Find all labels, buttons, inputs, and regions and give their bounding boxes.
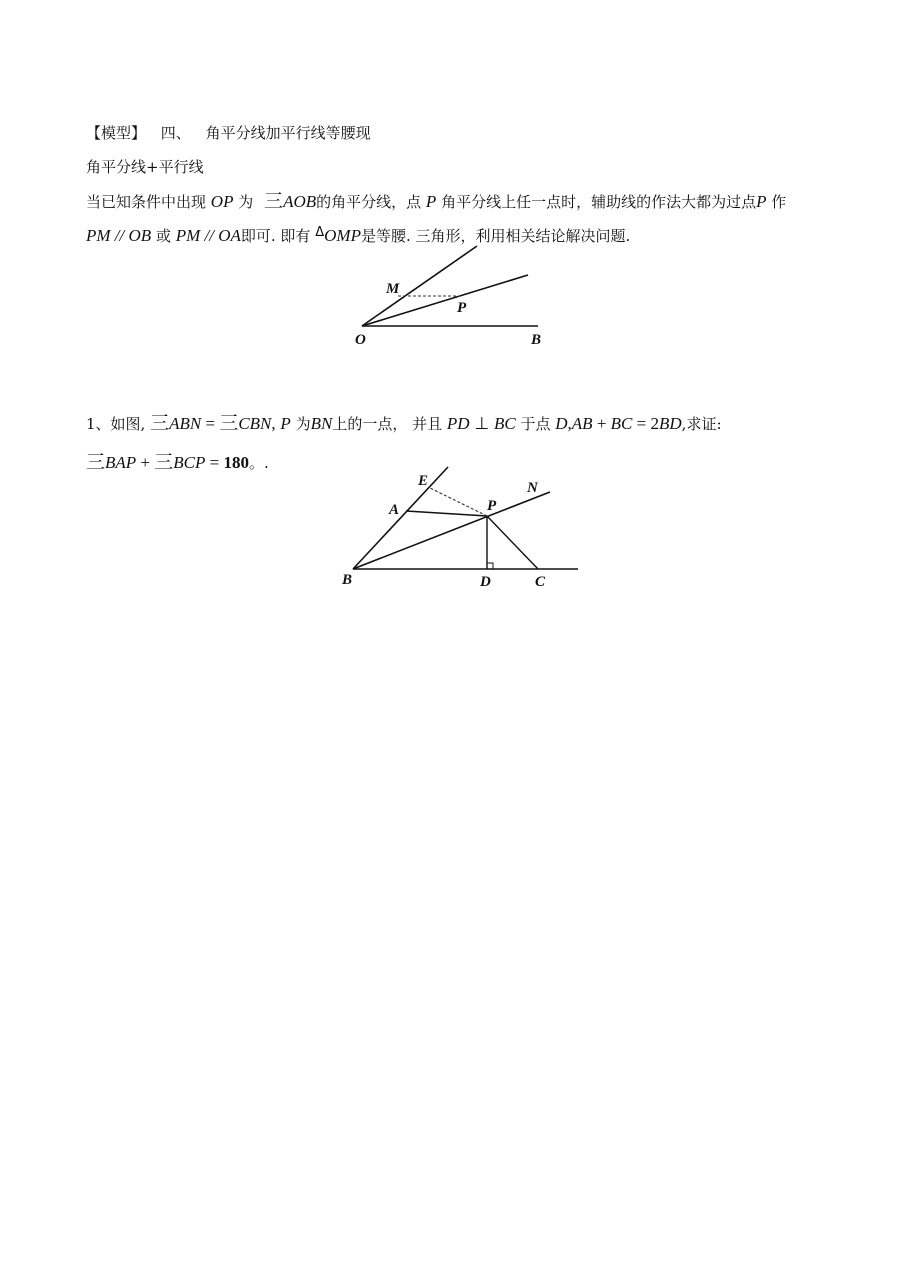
figure-angle-bisector — [340, 240, 570, 360]
label-p: P — [457, 300, 467, 316]
problem-text: 为 — [295, 415, 311, 433]
comma: , — [567, 414, 572, 433]
problem-text: ,求证: — [681, 415, 722, 433]
math-plus: + — [136, 453, 155, 472]
problem-number: 1、如图, — [86, 415, 146, 433]
angle-symbol: 三 — [154, 451, 174, 473]
intro-text: 是等腰. 三角形，利用相关结论解决问题. — [360, 227, 631, 245]
math-p: P — [425, 192, 437, 211]
math-abn: ABN — [169, 414, 202, 433]
math-d: D — [555, 414, 568, 433]
math-bn: BN — [310, 414, 333, 433]
math-op: OP — [210, 192, 234, 211]
segment-ap — [406, 511, 487, 516]
label-n: N — [527, 480, 538, 496]
section-heading — [86, 122, 371, 143]
math-eq: = — [205, 453, 224, 472]
right-angle-mark — [487, 563, 493, 569]
heading-tag: 【模型】 — [86, 124, 147, 142]
problem-text: 。. — [248, 454, 269, 472]
math-180: 180 — [223, 453, 249, 472]
intro-text: 角平分线上任一点时，辅助线的作法大都为过点 — [441, 193, 757, 211]
intro-text: 当已知条件中出现 — [86, 193, 207, 211]
label-d: D — [480, 574, 491, 590]
intro-text: 即可. 即有 — [240, 227, 311, 245]
math-bd: BD — [659, 414, 682, 433]
problem-text: 于点 — [520, 415, 551, 433]
segment-be — [353, 467, 448, 569]
math-eq: = — [632, 414, 651, 433]
heading-number: 四、 — [160, 124, 191, 142]
perpendicular-symbol: ⊥ — [474, 414, 490, 433]
segment-bn — [353, 492, 550, 569]
math-bc: BC — [493, 414, 516, 433]
triangle-symbol: Δ — [315, 225, 325, 240]
label-b: B — [531, 332, 542, 348]
math-bc: BC — [610, 414, 633, 433]
angle-symbol: 三 — [219, 412, 239, 434]
math-pm-parallel-oa: PM // OA — [175, 226, 241, 245]
math-plus: + — [592, 414, 611, 433]
subtitle — [86, 156, 204, 177]
intro-line-1 — [86, 186, 786, 213]
math-eq: = — [201, 414, 220, 433]
problem-1-line-2 — [86, 447, 269, 474]
math-p: P — [756, 192, 767, 211]
math-two: 2 — [650, 414, 659, 433]
intro-text: 的角平分线，点 — [316, 193, 422, 211]
segment-pe-dashed — [430, 488, 487, 516]
label-p: P — [487, 498, 497, 514]
angle-symbol: 三 — [86, 451, 106, 473]
intro-text: 或 — [155, 227, 171, 245]
math-pm-parallel-ob: PM // OB — [86, 226, 152, 245]
label-b: B — [342, 572, 353, 588]
problem-1-line-1 — [86, 408, 722, 435]
label-e: E — [418, 473, 429, 489]
math-pd: PD — [446, 414, 470, 433]
segment-pc — [487, 516, 538, 569]
label-o: O — [355, 332, 366, 348]
label-m: M — [386, 281, 400, 297]
intro-text: 作 — [771, 193, 787, 211]
math-aob: AOB — [283, 192, 317, 211]
label-a: A — [389, 502, 400, 518]
comma: , — [271, 414, 276, 433]
math-bcp: BCP — [173, 453, 206, 472]
label-c: C — [535, 574, 546, 590]
math-bap: BAP — [105, 453, 137, 472]
math-ab: AB — [571, 414, 593, 433]
figure-problem-1 — [330, 460, 590, 595]
math-p: P — [280, 414, 291, 433]
intro-text: 为 — [238, 193, 254, 211]
math-omp: OMP — [324, 226, 361, 245]
math-cbn: CBN — [238, 414, 272, 433]
problem-text: 上的一点， 并且 — [332, 415, 443, 433]
heading-title: 角平分线加平行线等腰现 — [205, 124, 371, 142]
angle-symbol: 三 — [264, 190, 284, 212]
subtitle-text: 角平分线+平行线 — [86, 158, 204, 176]
angle-symbol: 三 — [150, 412, 170, 434]
